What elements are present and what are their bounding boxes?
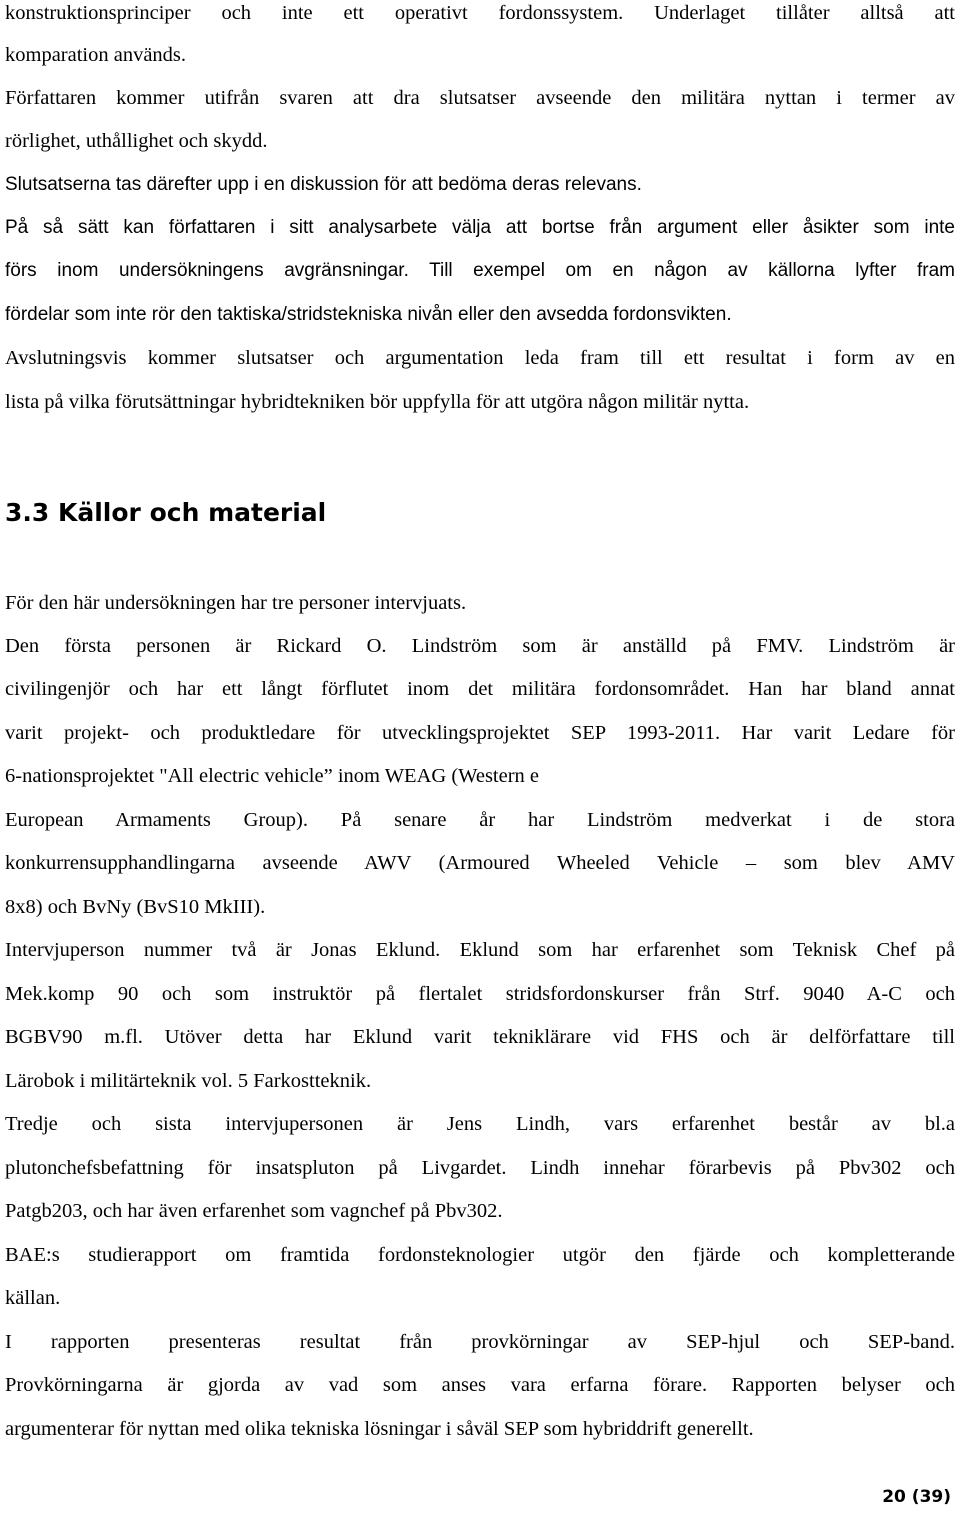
text-line: Lärobok i militärteknik vol. 5 Farkostteknik.	[5, 1070, 372, 1092]
text-line: förs inom undersökningens avgränsningar. Till exempel om en någon av källorna lyfter fram	[5, 260, 955, 281]
text-line: konstruktionsprinciper och inte ett operativt fordonssystem. Underlaget tillåter alltså att	[5, 2, 955, 24]
text-line: Författaren kommer utifrån svaren att dra slutsatser avseende den militära nyttan i termer av	[5, 87, 955, 109]
text-line: komparation används.	[5, 44, 187, 66]
text-line: Avslutningsvis kommer slutsatser och argumentation leda fram till ett resultat i form av en	[5, 347, 955, 369]
text-line: argumenterar för nyttan med olika tekniska lösningar i såväl SEP som hybriddrift generellt.	[5, 1418, 754, 1440]
section-heading: 3.3 Källor och material	[5, 498, 327, 527]
text-line: rörlighet, uthållighet och skydd.	[5, 130, 268, 152]
text-line: European Armaments Group). På senare år har Lindström medverkat i de stora	[5, 809, 955, 831]
text-line: plutonchefsbefattning för insatspluton på Livgardet. Lindh innehar förarbevis på Pbv302 och	[5, 1157, 955, 1179]
text-line: Den första personen är Rickard O. Lindström som är anställd på FMV. Lindström är	[5, 635, 955, 657]
text-line: BAE:s studierapport om framtida fordonsteknologier utgör den fjärde och kompletterande	[5, 1244, 955, 1266]
text-line: 6-nationsprojektet "All electric vehicle” inom WEAG (Western e	[5, 765, 540, 787]
text-line: För den här undersökningen har tre personer intervjuats.	[5, 592, 467, 614]
text-line: Slutsatserna tas därefter upp i en diskussion för att bedöma deras relevans.	[5, 174, 642, 195]
text-line: Provkörningarna är gjorda av vad som anses vara erfarna förare. Rapporten belyser och	[5, 1374, 955, 1396]
text-line: BGBV90 m.fl. Utöver detta har Eklund varit tekniklärare vid FHS och är delförfattare till	[5, 1026, 955, 1048]
text-line: källan.	[5, 1287, 61, 1309]
text-line: Mek.komp 90 och som instruktör på flertalet stridsfordonskurser från Strf. 9040 A-C och	[5, 983, 955, 1005]
text-line: civilingenjör och har ett långt förflutet inom det militära fordonsområdet. Han har bland annat	[5, 678, 955, 700]
text-line: På så sätt kan författaren i sitt analysarbete välja att bortse från argument eller åsikter som inte	[5, 217, 955, 238]
text-line: 8x8) och BvNy (BvS10 MkIII).	[5, 896, 266, 918]
text-line: Tredje och sista intervjupersonen är Jens Lindh, vars erfarenhet består av bl.a	[5, 1113, 955, 1135]
text-line: konkurrensupphandlingarna avseende AWV (Armoured Wheeled Vehicle – som blev AMV	[5, 852, 955, 874]
text-line: fördelar som inte rör den taktiska/stridstekniska nivån eller den avsedda fordonsvikten.	[5, 304, 732, 325]
page-number: 20 (39)	[882, 1487, 951, 1507]
text-line: I rapporten presenteras resultat från provkörningar av SEP-hjul och SEP-band.	[5, 1331, 955, 1353]
text-line: Intervjuperson nummer två är Jonas Eklund. Eklund som har erfarenhet som Teknisk Chef på	[5, 939, 955, 961]
text-line: Patgb203, och har även erfarenhet som vagnchef på Pbv302.	[5, 1200, 503, 1222]
text-line: varit projekt- och produktledare för utvecklingsprojektet SEP 1993-2011. Har varit Ledare för	[5, 722, 955, 744]
text-line: lista på vilka förutsättningar hybridtekniken bör uppfylla för att utgöra någon militär nytta.	[5, 391, 750, 413]
